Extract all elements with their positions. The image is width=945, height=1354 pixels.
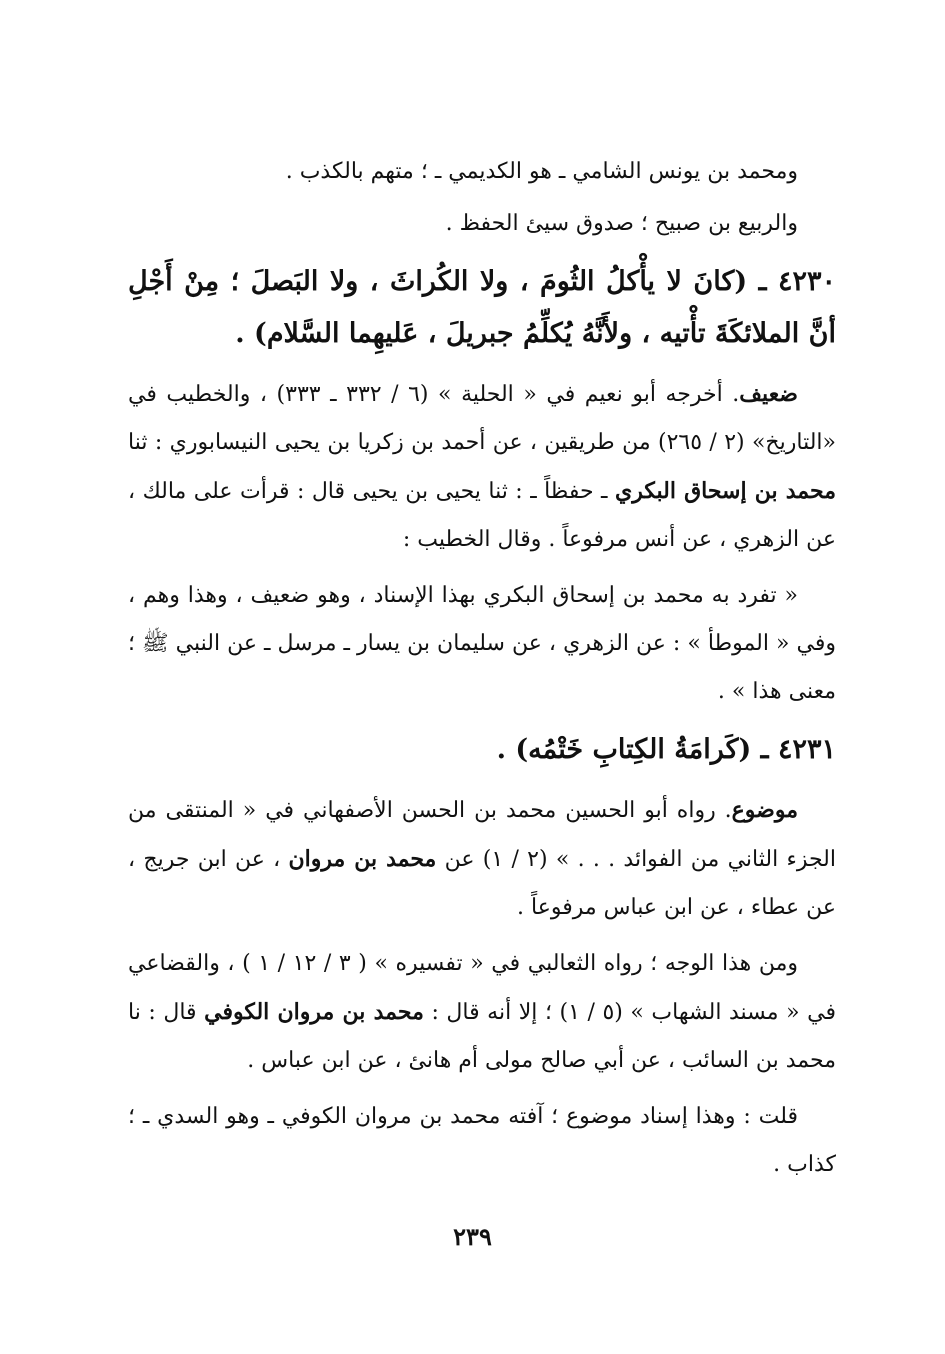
- khatib-quote: « تفرد به محمد بن إسحاق البكري بهذا الإسناد ، وهو ضعيف ، وهذا وهم ، وفي « الموطأ » : عن الزهري ، عن سليمان بن يسار ـ مرسل ـ عن النبي ﷺ ؛ معنى هذا » .: [128, 583, 836, 704]
- narrator-note-rabi: والربيع بن صبيح ؛ صدوق سيئ الحفظ .: [445, 211, 798, 236]
- page-body: [128, 148, 836, 1197]
- author-comment: قلت : وهذا إسناد موضوع ؛ آفته محمد بن مروان الكوفي ـ وهو السدي ـ ؛ كذاب .: [128, 1104, 836, 1177]
- narrator-name-bold: محمد بن مروان: [288, 846, 437, 872]
- takhrij-text-continued: ـ حفظاً ـ : ثنا يحيى بن يحيى قال : قرأت على مالك ، عن الزهري ، عن أنس مرفوعاً . وقال الخطيب :: [128, 479, 836, 552]
- thaalibi-qudai-paragraph: [128, 940, 836, 1085]
- narrator-note-kudaymi: ومحمد بن يونس الشامي ـ هو الكديمي ـ ؛ متهم بالكذب .: [285, 159, 798, 184]
- hadith-4230-takhrij: [128, 370, 836, 564]
- paragraph-text: ومن هذا الوجه ؛ رواه الثعالبي في « تفسيره » ( ٣ / ١٢ / ١ ) ، والقضاعي في « مسند الشهاب » (٥ / ١) ؛ إلا أنه قال :: [128, 951, 836, 1025]
- takhrij-text: . رواه أبو الحسين محمد بن الحسن الأصفهاني في « المنتقى من الجزء الثاني من الفوائد . . . » (٢ / ١) عن: [128, 798, 836, 872]
- narrator-name-bold: محمد بن مروان الكوفي: [204, 999, 424, 1025]
- hadith-4231-takhrij: [128, 786, 836, 932]
- paragraph-text-continued: قال : نا محمد بن السائب ، عن أبي صالح مولى أم هانئ ، عن ابن عباس .: [128, 1000, 836, 1073]
- page-number: ٢٣٩: [453, 1222, 492, 1251]
- grade-label: ضعيف: [739, 381, 798, 407]
- takhrij-text-continued: ، عن ابن جريج ، عن عطاء ، عن ابن عباس مرفوعاً .: [128, 847, 836, 920]
- narrator-name-bold: محمد بن إسحاق البكري: [614, 478, 836, 504]
- hadith-4231-text: ٤٢٣١ ـ (كَرامَةُ الكِتابِ خَتْمُه) .: [496, 734, 836, 765]
- grade-label: موضوع: [731, 797, 798, 823]
- takhrij-text: . أخرجه أبو نعيم في « الحلية » (٦ / ٣٣٢ ـ ٣٣٣) ، والخطيب في «التاريخ» (٢ / ٢٦٥) من طريقين ، عن أحمد بن زكريا بن يحيى النيسابوري : ثنا: [128, 382, 836, 455]
- hadith-4230-text: ٤٢٣٠ ـ (كانَ لا يأْكلُ الثُومَ ، ولا الكُراثَ ، ولا البَصلَ ؛ مِنْ أَجْلِ أنَّ الملائكَةَ تأْتيه ، ولأَنَّهُ يُكلِّمُ جبريلَ ، عَليهِما السَّلام) .: [128, 266, 836, 349]
